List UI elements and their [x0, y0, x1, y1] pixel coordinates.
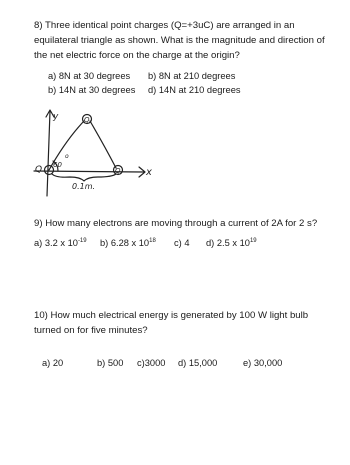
charge-top-label: Q [84, 116, 90, 124]
y-axis [47, 111, 50, 196]
distance-brace [52, 174, 116, 181]
charge-triangle-diagram [0, 95, 350, 205]
x-axis [34, 171, 144, 172]
question-9-text: 9) How many electrons are moving through a current of 2A for 2 s? [34, 218, 318, 229]
q10-option-c: c)3000 [137, 358, 166, 368]
q10-option-d: d) 15,000 [178, 358, 218, 368]
triangle-right-side [90, 121, 116, 168]
q9-option-c: c) 4 [174, 238, 190, 248]
charge-right-label: Q [115, 167, 121, 175]
q10-option-e: e) 30,000 [243, 358, 283, 368]
q8-option-d: d) 14N at 210 degrees [148, 85, 241, 95]
question-8-text: 8) Three identical point charges (Q=+3uC) are arranged in an equilateral triangle as shown. What is the magnitude and direction of the net electric force on the charge at the origin? [34, 20, 325, 61]
q9-option-d: d) 2.5 x $10^{19}$ [206, 238, 257, 248]
q9-option-b: b) 6.28 x $10^{18}$ [100, 238, 156, 248]
angle-degree-mark: o [65, 153, 69, 160]
angle-label: 60 [53, 161, 62, 169]
q9-option-a: a) 3.2 x $10^{-19}$ [34, 238, 87, 248]
q8-option-a: a) 8N at 30 degrees [48, 71, 131, 81]
charge-origin-label: Q [35, 165, 43, 175]
q8-option-b: b) 8N at 210 degrees [148, 71, 236, 81]
distance-label: 0.1m. [72, 182, 96, 191]
y-axis-label: y [53, 112, 59, 122]
question-10-text: 10) How much electrical energy is generated by 100 W light bulb turned on for five minutes? [34, 310, 309, 336]
q8-option-c: b) 14N at 30 degrees [48, 85, 136, 95]
q10-option-a: a) 20 [42, 358, 64, 368]
x-axis-label: x [146, 167, 152, 178]
q10-option-b: b) 500 [97, 358, 124, 368]
